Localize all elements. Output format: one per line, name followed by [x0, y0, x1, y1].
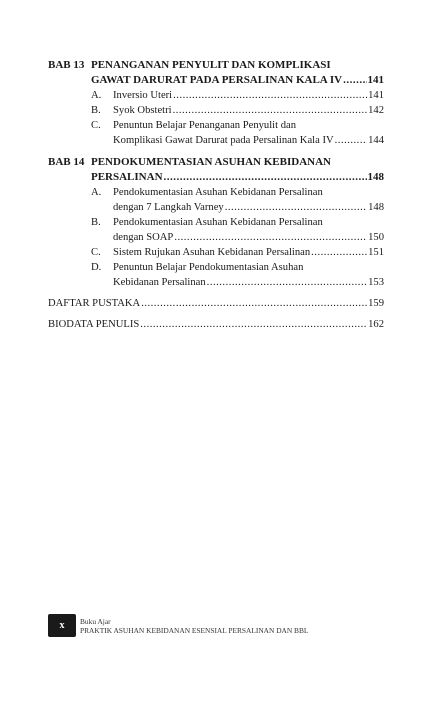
- toc-entry[interactable]: [48, 185, 384, 200]
- page-number-badge: x: [48, 614, 76, 637]
- leader-dots: [164, 170, 367, 185]
- page-number: 142: [368, 105, 384, 116]
- leader-dots: [207, 275, 367, 290]
- chapter-14-heading-cont[interactable]: [48, 170, 384, 185]
- entry-letter: C.: [91, 120, 101, 131]
- entry-title: BIODATA PENULIS: [48, 319, 140, 330]
- leader-dots: [140, 317, 367, 332]
- table-of-contents: [48, 58, 384, 332]
- entry-title: Inversio Uteri: [113, 90, 173, 101]
- page-number: 153: [368, 277, 384, 288]
- toc-entry-biodata[interactable]: [48, 317, 384, 332]
- book-title: [80, 617, 308, 635]
- leader-dots: [311, 245, 367, 260]
- chapter-number: BAB 13: [48, 59, 85, 71]
- entry-letter: B.: [91, 105, 101, 116]
- entry-letter: A.: [91, 187, 102, 198]
- entry-title: DAFTAR PUSTAKA: [48, 298, 141, 309]
- chapter-title: PENANGANAN PENYULIT DAN KOMPLIKASI: [91, 59, 331, 71]
- entry-letter: C.: [91, 247, 101, 258]
- book-name: PRAKTIK ASUHAN KEBIDANAN ESENSIAL PERSALINAN DAN BBL: [80, 625, 309, 635]
- chapter-title: PERSALINAN: [91, 171, 163, 183]
- page-number: 151: [368, 247, 384, 258]
- page-number: 148: [368, 202, 384, 213]
- page-number: 159: [368, 298, 384, 309]
- entry-letter: D.: [91, 262, 102, 273]
- toc-entry-cont[interactable]: [48, 133, 384, 148]
- toc-entry-cont[interactable]: [48, 275, 384, 290]
- page-number: 144: [368, 135, 384, 146]
- entry-letter: A.: [91, 90, 102, 101]
- leader-dots: [141, 296, 367, 311]
- toc-entry[interactable]: [48, 103, 384, 118]
- leader-dots: [174, 230, 367, 245]
- entry-title: Pendokumentasian Asuhan Kebidanan Persalinan: [113, 217, 323, 228]
- toc-entry[interactable]: [48, 88, 384, 103]
- leader-dots: [173, 103, 368, 118]
- toc-entry[interactable]: [48, 118, 384, 133]
- entry-title: dengan 7 Langkah Varney: [113, 202, 224, 213]
- entry-title: Penuntun Belajar Penanganan Penyulit dan: [113, 120, 296, 131]
- leader-dots: [173, 88, 367, 103]
- page-number: 150: [368, 232, 384, 243]
- page-footer: [48, 614, 308, 637]
- toc-entry-cont[interactable]: [48, 230, 384, 245]
- entry-title: Komplikasi Gawat Darurat pada Persalinan Kala IV: [113, 135, 334, 146]
- book-series: Buku Ajar: [80, 616, 111, 626]
- entry-title: Pendokumentasian Asuhan Kebidanan Persalinan: [113, 187, 323, 198]
- chapter-13-heading-cont[interactable]: [48, 73, 384, 88]
- chapter-number: BAB 14: [48, 156, 85, 168]
- entry-title: Kebidanan Persalinan: [113, 277, 206, 288]
- page-number: 148: [367, 171, 384, 183]
- leader-dots: [225, 200, 367, 215]
- leader-dots: [335, 133, 367, 148]
- chapter-13-heading[interactable]: [48, 58, 384, 73]
- chapter-title: PENDOKUMENTASIAN ASUHAN KEBIDANAN: [91, 156, 331, 168]
- page-number: 141: [368, 90, 384, 101]
- leader-dots: [343, 73, 366, 88]
- toc-entry[interactable]: [48, 245, 384, 260]
- entry-title: dengan SOAP: [113, 232, 174, 243]
- page-number: 141: [367, 74, 384, 86]
- toc-entry-daftar-pustaka[interactable]: [48, 296, 384, 311]
- toc-entry[interactable]: [48, 260, 384, 275]
- entry-title: Penuntun Belajar Pendokumentasian Asuhan: [113, 262, 304, 273]
- chapter-title: GAWAT DARURAT PADA PERSALINAN KALA IV: [91, 74, 343, 86]
- toc-entry-cont[interactable]: [48, 200, 384, 215]
- entry-letter: B.: [91, 217, 101, 228]
- chapter-14-heading[interactable]: [48, 155, 384, 170]
- page-number: 162: [368, 319, 384, 330]
- entry-title: Sistem Rujukan Asuhan Kebidanan Persalinan: [113, 247, 311, 258]
- entry-title: Syok Obstetri: [113, 105, 172, 116]
- toc-entry[interactable]: [48, 215, 384, 230]
